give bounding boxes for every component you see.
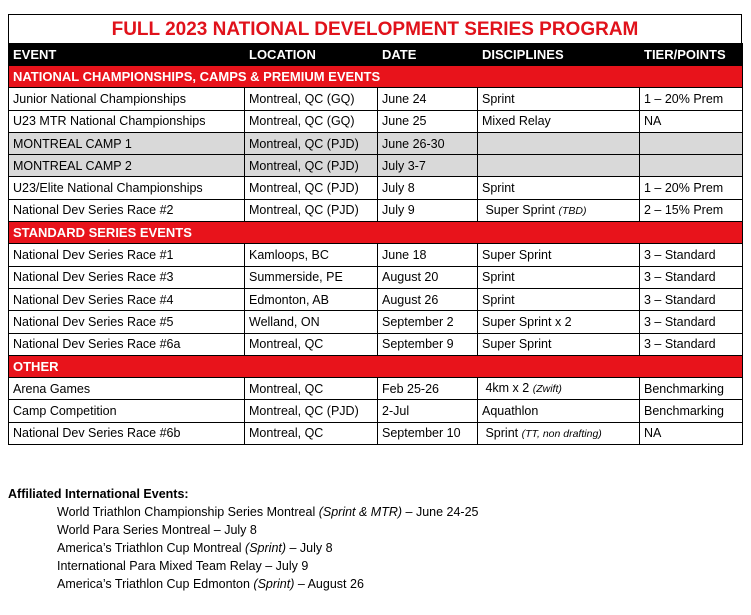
event-cell: Camp Competition xyxy=(9,400,245,422)
affiliated-item xyxy=(57,557,479,575)
tier-cell: 3 – Standard xyxy=(640,333,743,355)
event-cell: National Dev Series Race #4 xyxy=(9,288,245,310)
affiliated-item-text: World Triathlon Championship Series Montreal xyxy=(57,505,319,519)
affiliated-item xyxy=(57,575,479,593)
location-cell: Kamloops, BC xyxy=(245,244,378,266)
tier-cell: 3 – Standard xyxy=(640,244,743,266)
discipline-cell xyxy=(478,244,640,266)
discipline-text: Sprint xyxy=(482,91,515,106)
affiliated-item-text: America’s Triathlon Cup Montreal xyxy=(57,541,246,555)
affiliated-item-text: World Para Series Montreal – July 8 xyxy=(57,523,257,537)
date-cell: August 26 xyxy=(378,288,478,310)
tier-cell: Benchmarking xyxy=(640,378,743,400)
discipline-cell xyxy=(478,88,640,110)
table-row xyxy=(9,400,743,422)
location-cell: Summerside, PE xyxy=(245,266,378,288)
tier-cell: 3 – Standard xyxy=(640,266,743,288)
affiliated-item xyxy=(57,521,479,539)
affiliated-item-text: America’s Triathlon Cup Edmonton xyxy=(57,577,254,591)
discipline-text: Aquathlon xyxy=(482,404,539,419)
affiliated-events xyxy=(8,485,479,593)
table-row xyxy=(9,288,743,310)
affiliated-item-date: – August 26 xyxy=(294,577,364,591)
affiliated-item-disciplines: (Sprint & MTR) xyxy=(318,505,403,519)
tier-cell: 3 – Standard xyxy=(640,288,743,310)
section-row xyxy=(9,355,743,377)
discipline-cell xyxy=(478,311,640,333)
date-cell: July 9 xyxy=(378,199,478,221)
location-cell: Montreal, QC (PJD) xyxy=(245,400,378,422)
affiliated-item-disciplines: (Sprint) xyxy=(245,541,287,555)
affiliated-item-date: – June 24-25 xyxy=(402,505,479,519)
event-cell: National Dev Series Race #6a xyxy=(9,333,245,355)
event-cell: MONTREAL CAMP 2 xyxy=(9,155,245,177)
tier-cell xyxy=(640,155,743,177)
table-row xyxy=(9,155,743,177)
affiliated-item-date: – July 8 xyxy=(286,541,333,555)
discipline-cell xyxy=(478,266,640,288)
date-cell: September 2 xyxy=(378,311,478,333)
section-label: NATIONAL CHAMPIONSHIPS, CAMPS & PREMIUM EVENTS xyxy=(9,66,743,88)
section-row xyxy=(9,222,743,244)
location-cell: Montreal, QC (GQ) xyxy=(245,88,378,110)
column-header-date: DATE xyxy=(378,44,478,66)
discipline-text: Super Sprint xyxy=(482,248,552,263)
discipline-cell xyxy=(478,177,640,199)
section-row xyxy=(9,66,743,88)
discipline-text: Sprint xyxy=(482,181,515,196)
date-cell: September 9 xyxy=(378,333,478,355)
discipline-note: (TT, non drafting) xyxy=(521,427,602,440)
date-cell: July 8 xyxy=(378,177,478,199)
discipline-cell xyxy=(478,378,640,400)
discipline-text: Super Sprint x 2 xyxy=(482,314,572,329)
event-cell: U23/Elite National Championships xyxy=(9,177,245,199)
tier-cell xyxy=(640,132,743,154)
location-cell: Montreal, QC (PJD) xyxy=(245,199,378,221)
table-row xyxy=(9,244,743,266)
program-document xyxy=(8,14,742,445)
affiliated-list xyxy=(8,503,479,593)
event-cell: Junior National Championships xyxy=(9,88,245,110)
column-header-tier: TIER/POINTS xyxy=(640,44,743,66)
discipline-text: Sprint xyxy=(482,425,519,440)
discipline-note: (TBD) xyxy=(558,204,587,217)
table-row xyxy=(9,132,743,154)
discipline-cell xyxy=(478,400,640,422)
affiliated-item xyxy=(57,503,479,521)
date-cell: June 25 xyxy=(378,110,478,132)
date-cell: Feb 25-26 xyxy=(378,378,478,400)
location-cell: Montreal, QC xyxy=(245,378,378,400)
discipline-text: Mixed Relay xyxy=(482,114,551,129)
location-cell: Edmonton, AB xyxy=(245,288,378,310)
tier-cell: 2 – 15% Prem xyxy=(640,199,743,221)
column-header-event: EVENT xyxy=(9,44,245,66)
event-cell: National Dev Series Race #2 xyxy=(9,199,245,221)
table-row xyxy=(9,422,743,444)
discipline-text: Sprint xyxy=(482,292,515,307)
discipline-cell xyxy=(478,199,640,221)
location-cell: Montreal, QC xyxy=(245,422,378,444)
discipline-note: (Zwift) xyxy=(532,383,562,396)
discipline-text: Super Sprint xyxy=(482,202,555,217)
affiliated-item xyxy=(57,539,479,557)
table-row xyxy=(9,110,743,132)
location-cell: Montreal, QC (PJD) xyxy=(245,177,378,199)
column-header-location: LOCATION xyxy=(245,44,378,66)
discipline-text: 4km x 2 xyxy=(482,381,530,396)
table-row xyxy=(9,333,743,355)
event-cell: MONTREAL CAMP 1 xyxy=(9,132,245,154)
section-label: OTHER xyxy=(9,355,743,377)
date-cell: June 24 xyxy=(378,88,478,110)
location-cell: Montreal, QC (GQ) xyxy=(245,110,378,132)
section-label: STANDARD SERIES EVENTS xyxy=(9,222,743,244)
date-cell: September 10 xyxy=(378,422,478,444)
date-cell: June 18 xyxy=(378,244,478,266)
event-cell: National Dev Series Race #1 xyxy=(9,244,245,266)
tier-cell: 1 – 20% Prem xyxy=(640,88,743,110)
affiliated-item-disciplines: (Sprint) xyxy=(253,577,295,591)
event-cell: U23 MTR National Championships xyxy=(9,110,245,132)
event-cell: Arena Games xyxy=(9,378,245,400)
discipline-text: Super Sprint xyxy=(482,337,552,352)
document-title: FULL 2023 NATIONAL DEVELOPMENT SERIES PROGRAM xyxy=(8,14,742,43)
column-header-disciplines: DISCIPLINES xyxy=(478,44,640,66)
location-cell: Montreal, QC (PJD) xyxy=(245,132,378,154)
tier-cell: 3 – Standard xyxy=(640,311,743,333)
affiliated-heading: Affiliated International Events: xyxy=(8,487,189,501)
discipline-cell xyxy=(478,422,640,444)
date-cell: June 26-30 xyxy=(378,132,478,154)
discipline-text: Sprint xyxy=(482,270,515,285)
table-row xyxy=(9,199,743,221)
date-cell: July 3-7 xyxy=(378,155,478,177)
table-row xyxy=(9,88,743,110)
header-row xyxy=(9,44,743,66)
tier-cell: 1 – 20% Prem xyxy=(640,177,743,199)
table-row xyxy=(9,266,743,288)
tier-cell: Benchmarking xyxy=(640,400,743,422)
location-cell: Welland, ON xyxy=(245,311,378,333)
date-cell: 2-Jul xyxy=(378,400,478,422)
location-cell: Montreal, QC (PJD) xyxy=(245,155,378,177)
location-cell: Montreal, QC xyxy=(245,333,378,355)
discipline-cell xyxy=(478,333,640,355)
affiliated-item-text: International Para Mixed Team Relay – July 9 xyxy=(57,559,309,573)
event-cell: National Dev Series Race #3 xyxy=(9,266,245,288)
event-cell: National Dev Series Race #5 xyxy=(9,311,245,333)
table-row xyxy=(9,378,743,400)
program-table xyxy=(8,43,743,445)
discipline-cell xyxy=(478,288,640,310)
discipline-cell xyxy=(478,132,640,154)
event-cell: National Dev Series Race #6b xyxy=(9,422,245,444)
tier-cell: NA xyxy=(640,110,743,132)
discipline-cell xyxy=(478,110,640,132)
table-body xyxy=(9,66,743,445)
discipline-cell xyxy=(478,155,640,177)
tier-cell: NA xyxy=(640,422,743,444)
table-row xyxy=(9,311,743,333)
table-row xyxy=(9,177,743,199)
date-cell: August 20 xyxy=(378,266,478,288)
